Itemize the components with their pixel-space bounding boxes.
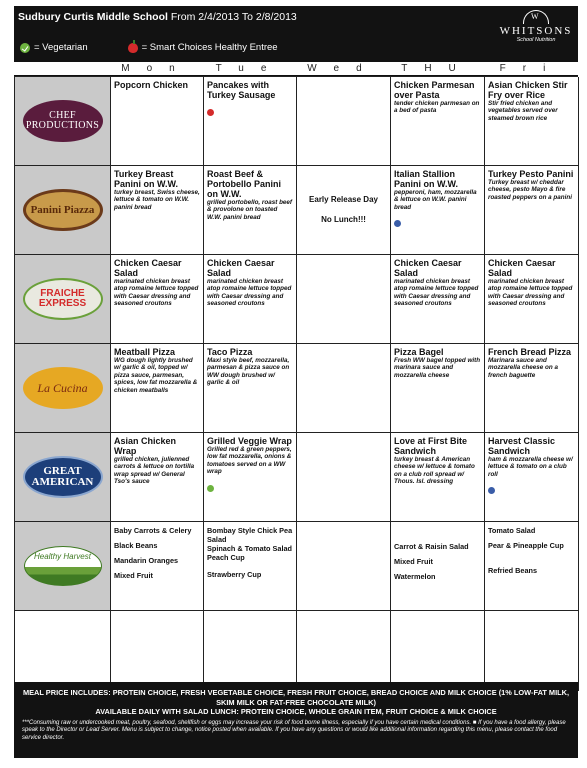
day-header-thu: THU — [401, 63, 473, 74]
la-cucina-logo: La Cucina — [23, 367, 103, 409]
menu-description: grilled portobello, roast beef & provolone on toasted W.W. panini bread — [207, 199, 293, 221]
menu-item: Taco Pizza — [207, 347, 253, 357]
side-item: Carrot & Raisin Salad — [394, 542, 469, 551]
menu-description: marinated chicken breast atop romaine lettuce topped with Caesar dressing and seasoned croutons — [394, 278, 479, 308]
menu-cell — [485, 344, 579, 433]
empty-cell — [391, 611, 485, 691]
menu-item: Grilled Veggie Wrap — [207, 436, 292, 446]
apple-icon — [128, 43, 138, 53]
side-item: Strawberry Cup — [207, 570, 262, 579]
vegetarian-icon — [20, 43, 30, 53]
menu-cell — [297, 255, 391, 344]
menu-description: pepperoni, ham, mozzarella & lettuce on W.W. panini bread — [394, 189, 477, 211]
menu-cell — [485, 433, 579, 522]
day-header-row — [14, 62, 578, 76]
menu-cell — [485, 166, 579, 255]
side-item: Spinach & Tomato Salad — [207, 544, 293, 553]
school-name: Sudbury Curtis Middle School — [18, 11, 168, 23]
day-header-tue: Tue — [215, 63, 284, 74]
menu-cell — [111, 166, 204, 255]
menu-cell — [204, 344, 297, 433]
empty-cell — [204, 611, 297, 691]
station-logo-cell — [15, 166, 111, 255]
menu-cell — [391, 433, 485, 522]
empty-cell — [111, 611, 204, 691]
menu-cell — [111, 255, 204, 344]
legend-healthy-label: = Smart Choices Healthy Entree — [141, 42, 278, 53]
menu-item: Turkey Pesto Panini — [488, 169, 574, 179]
day-header-mon: Mon — [121, 63, 192, 74]
panini-piazza-logo: Panini Piazza — [23, 189, 103, 231]
side-item: Black Beans — [114, 541, 158, 550]
vegetarian-icon — [207, 485, 214, 492]
side-item: Bombay Style Chick Pea Salad — [207, 526, 293, 544]
side-item: Mandarin Oranges — [114, 556, 179, 565]
sides-cell — [485, 522, 579, 611]
early-release-note: Early Release Day — [309, 195, 378, 204]
sides-cell — [391, 522, 485, 611]
menu-description: Stir fried chicken and vegetables served over steamed brown rice — [488, 100, 558, 122]
side-item: Peach Cup — [207, 553, 245, 562]
side-item: Baby Carrots & Celery — [114, 526, 192, 535]
menu-item: Meatball Pizza — [114, 347, 176, 357]
station-logo-cell — [15, 344, 111, 433]
menu-item: Love at First Bite Sandwich — [394, 436, 468, 456]
menu-cell — [204, 77, 297, 166]
menu-item: Popcorn Chicken — [114, 80, 189, 90]
menu-cell — [204, 255, 297, 344]
menu-description: grilled chicken, julienned carrots & lettuce on tortilla wrap spread w/ General Tso's sauce — [114, 456, 195, 486]
salad-lunch-note: AVAILABLE DAILY WITH SALAD LUNCH: PROTEIN CHOICE, WHOLE GRAIN ITEM, FRUIT CHOICE & MILK CHOICE — [95, 707, 497, 716]
side-item: Refried Beans — [488, 566, 538, 575]
empty-cell — [485, 611, 579, 691]
station-logo-cell — [15, 433, 111, 522]
blue-marker-icon — [394, 220, 401, 227]
menu-cell — [297, 344, 391, 433]
menu-cell — [204, 433, 297, 522]
empty-cell — [297, 611, 391, 691]
great-american-logo: GREAT AMERICAN — [23, 456, 103, 498]
menu-cell — [391, 166, 485, 255]
sides-cell — [111, 522, 204, 611]
menu-item: Chicken Caesar Salad — [394, 258, 462, 278]
menu-cell — [485, 77, 579, 166]
date-range: From 2/4/2013 To 2/8/2013 — [170, 11, 297, 23]
empty-cell — [15, 611, 111, 691]
menu-header — [14, 6, 578, 62]
menu-item: Turkey Breast Panini on W.W. — [114, 169, 178, 189]
whitsons-emblem-icon — [523, 10, 549, 24]
menu-footer — [14, 682, 578, 758]
fraiche-express-logo: FRAICHE EXPRESS — [23, 278, 103, 320]
menu-cell — [297, 77, 391, 166]
menu-description: Fresh WW bagel topped with marinara sauce and mozzarella cheese — [394, 357, 481, 379]
menu-cell — [111, 77, 204, 166]
menu-item: Chicken Caesar Salad — [207, 258, 275, 278]
menu-item: French Bread Pizza — [488, 347, 572, 357]
menu-item: Chicken Caesar Salad — [114, 258, 182, 278]
menu-title — [18, 11, 297, 23]
meal-price-note: MEAL PRICE INCLUDES: PROTEIN CHOICE, FRESH VEGETABLE CHOICE, FRESH FRUIT CHOICE, BREAD CHOICE AND MILK CHOICE (1% LOW-FAT MILK, SKIM MILK OR FAT-FREE CHOCOLATE MILK) — [22, 688, 570, 707]
menu-cell — [204, 166, 297, 255]
whitsons-logo — [498, 10, 574, 58]
side-item: Tomato Salad — [488, 526, 536, 535]
menu-description: Turkey breast w/ cheddar cheese, pesto Mayo & fire roasted peppers on a panini — [488, 179, 572, 201]
station-logo-cell — [15, 255, 111, 344]
day-header-fri: Fri — [499, 63, 563, 74]
day-header-spacer — [14, 62, 110, 75]
menu-description: tender chicken parmesan on a bed of pasta — [394, 100, 480, 115]
station-logo-cell — [15, 77, 111, 166]
healthy-harvest-logo: Healthy Harvest — [24, 546, 102, 586]
menu-grid — [14, 76, 578, 691]
side-item: Mixed Fruit — [394, 557, 433, 566]
brand-name: WHITSONS — [499, 25, 573, 37]
blue-marker-icon — [488, 487, 495, 494]
menu-cell — [485, 255, 579, 344]
station-logo-cell — [15, 522, 111, 611]
menu-description: ham & mozzarella cheese w/ lettuce & tomato on a club roll — [488, 456, 573, 478]
menu-description: Grilled red & green peppers, low fat mozzarella, onions & tomatoes served on a WW wrap — [207, 446, 292, 476]
legend — [20, 42, 278, 53]
apple-icon — [207, 109, 214, 116]
menu-description: turkey breast & American cheese w/ lettuce & tomato on a club roll spread w/ Thous. Isl. dressing — [394, 456, 475, 486]
menu-item: Pizza Bagel — [394, 347, 444, 357]
menu-item: Pancakes with Turkey Sausage — [207, 80, 276, 100]
menu-description: marinated chicken breast atop romaine lettuce topped with Caesar dressing and seasoned croutons — [207, 278, 292, 308]
menu-description: Marinara sauce and mozzarella cheese on a french baguette — [488, 357, 558, 379]
menu-cell — [297, 433, 391, 522]
menu-cell — [391, 77, 485, 166]
menu-description: Maxi style beef, mozzarella, parmesan & pizza sauce on WW dough brushed w/ garlic & oil — [207, 357, 290, 387]
menu-cell — [391, 344, 485, 433]
menu-description: WG dough lightly brushed w/ garlic & oil, topped w/ pizza sauce, parmesan, spices, low fat mozzarella & chicken meatballs — [114, 357, 198, 394]
menu-description: marinated chicken breast atop romaine lettuce topped with Caesar dressing and seasoned croutons — [114, 278, 199, 308]
chef-productions-logo: CHEF PRODUCTIONS — [23, 100, 103, 142]
menu-item: Italian Stallion Panini on W.W. — [394, 169, 458, 189]
side-item: Watermelon — [394, 572, 436, 581]
day-header-wed: Wed — [307, 63, 379, 74]
menu-item: Harvest Classic Sandwich — [488, 436, 556, 456]
menu-item: Asian Chicken Wrap — [114, 436, 177, 456]
early-release-cell — [297, 166, 391, 255]
menu-cell — [391, 255, 485, 344]
menu-cell — [111, 344, 204, 433]
menu-description: marinated chicken breast atop romaine lettuce topped with Caesar dressing and seasoned croutons — [488, 278, 573, 308]
menu-item: Asian Chicken Stir Fry over Rice — [488, 80, 568, 100]
menu-cell — [111, 433, 204, 522]
menu-description: turkey breast, Swiss cheese, lettuce & tomato on W.W. panini bread — [114, 189, 200, 211]
sides-cell — [204, 522, 297, 611]
menu-page — [14, 6, 578, 758]
menu-item: Roast Beef & Portobello Panini on W.W. — [207, 169, 282, 199]
sides-cell — [297, 522, 391, 611]
side-item: Mixed Fruit — [114, 571, 153, 580]
disclaimer: ***Consuming raw or undercooked meat, poultry, seafood, shellfish or eggs may increase your risk of food borne illness, especially if you have certain medical conditions. ■ If you have a food allergy, please speak to the Director or Lead Server. Menu is subject to change, notice posted when available. If you have any questions or would like additional information regarding this menu, please contact the food service director. — [22, 719, 566, 741]
no-lunch-note: No Lunch!!! — [321, 215, 366, 224]
menu-item: Chicken Caesar Salad — [488, 258, 556, 278]
legend-vegetarian-label: = Vegetarian — [34, 42, 88, 53]
menu-item: Chicken Parmesan over Pasta — [394, 80, 475, 100]
side-item: Pear & Pineapple Cup — [488, 541, 564, 550]
brand-subtitle: School Nutrition — [516, 37, 556, 43]
